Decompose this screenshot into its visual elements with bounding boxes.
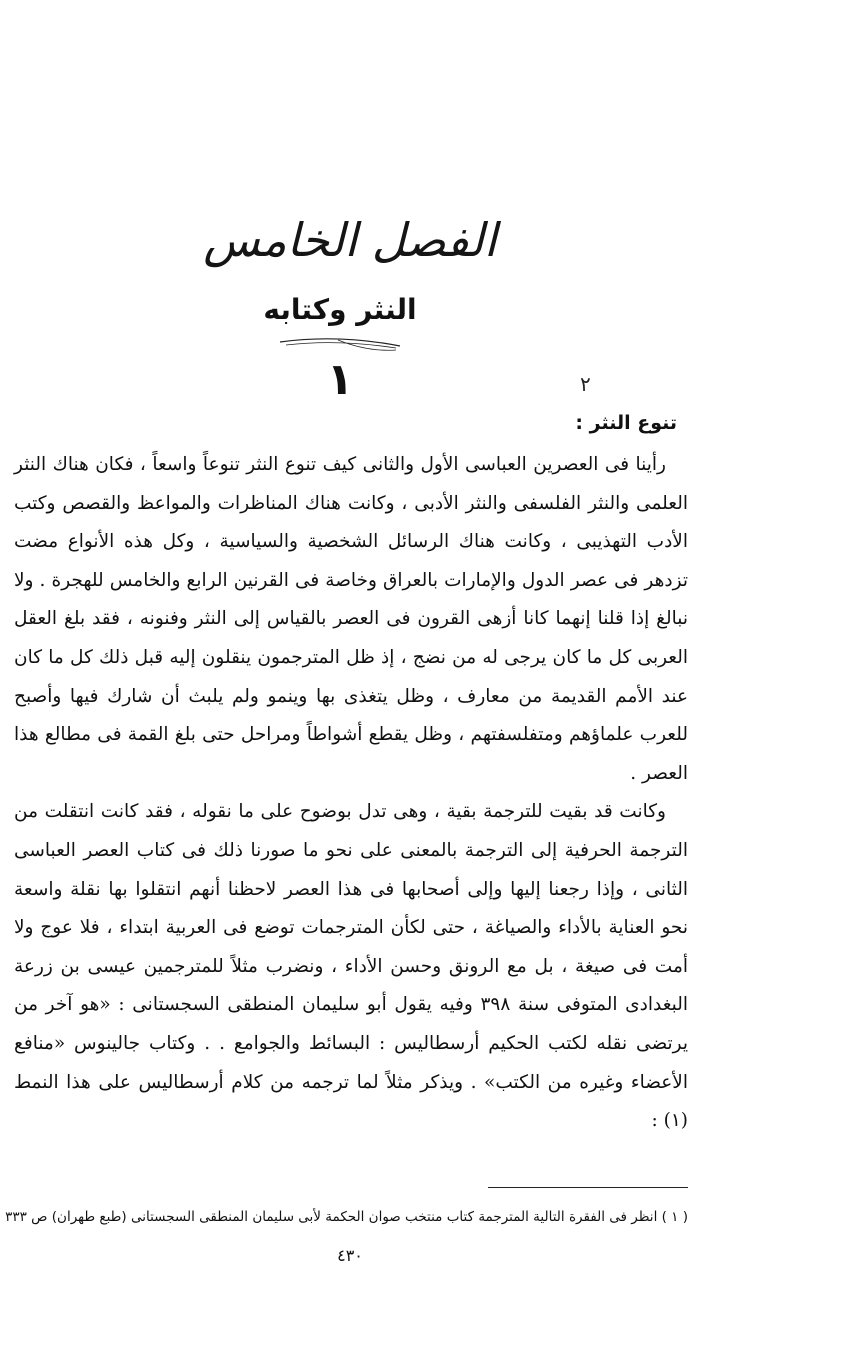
paragraph: وكانت قد بقيت للترجمة بقية ، وهى تدل بوضوح على ما نقوله ، فقد كانت انتقلت من الترجمة الحرفية إلى الترجمة بالمعنى على نحو ما صورنا ذلك فى كتاب العصر العباسى الثانى ، وإذا رجعنا إليها وإلى أصحابها فى هذا العصر لاحظنا أنهم انتقلوا بها نقلة واسعة نحو العناية بالأداء والصياغة ، حتى لكأن المترجمات توضع فى العربية ابتداء ، فلا عوج ولا أمت فى صيغة ، بل مع الرونق وحسن الأداء ، ونضرب مثلاً للمترجمين عيسى بن زرعة البغدادى المتوفى سنة ٣٩٨ وفيه يقول أبو سليمان المنطقى السجستانى : «هو آخر من يرتضى نقله لكتب الحكيم أرسطاليس : البسائط والجوامع . . وكتاب جالينوس «منافع الأعضاء وغيره من الكتب» . ويذكر مثلاً لما ترجمه من كلام أرسطاليس على هذا النمط (١) : bbox=[14, 801, 688, 1132]
chapter-title: الفصل الخامس bbox=[203, 213, 497, 267]
footnote: ( ١ ) انظر فى الفقرة التالية المترجمة كتاب منتخب صوان الحكمة لأبى سليمان المنطقى السجستانى (طبع طهران) ص ٣٣٣ bbox=[5, 1209, 688, 1225]
paragraph: رأينا فى العصرين العباسى الأول والثانى كيف تنوع النثر تنوعاً واسعاً ، فكان هناك النثر العلمى والنثر الفلسفى والنثر الأدبى ، وكانت هناك المناظرات والمواعظ والقصص وكتب الأدب التهذيبى ، وكانت هناك الرسائل الشخصية والسياسية ، وكل هذه الأنواع مضت تزدهر فى عصر الدول والإمارات بالعراق وخاصة فى القرنين الرابع والخامس للهجرة . ولا نبالغ إذا قلنا إنهما كانا أزهى القرون فى العصر بالقياس إلى النثر وفنونه ، فقد بلغ العقل العربى كل ما كان يرجى له من نضج ، إذ ظل المترجمون ينقلون إليه قبل ذلك كل ما كان عند الأمم القديمة من معارف ، وظل يتغذى بها وينمو ولم يلبث أن شارك فيها وأصبح للعرب علماؤهم ومتفلسفتهم ، وظل يقطع أشواطاً ومراحل حتى بلغ القمة فى مطالع هذا العصر . bbox=[14, 454, 688, 784]
footnote-separator bbox=[488, 1187, 688, 1188]
part-number: ١ bbox=[326, 354, 354, 405]
handwritten-margin-mark: ٢ bbox=[580, 372, 591, 396]
title-ornament-flourish bbox=[278, 332, 402, 354]
section-title: النثر وكتابه bbox=[263, 293, 417, 326]
subsection-heading: تنوع النثر : bbox=[575, 412, 677, 434]
page-number: ٤٣٠ bbox=[337, 1246, 363, 1265]
body-text bbox=[14, 446, 688, 1141]
